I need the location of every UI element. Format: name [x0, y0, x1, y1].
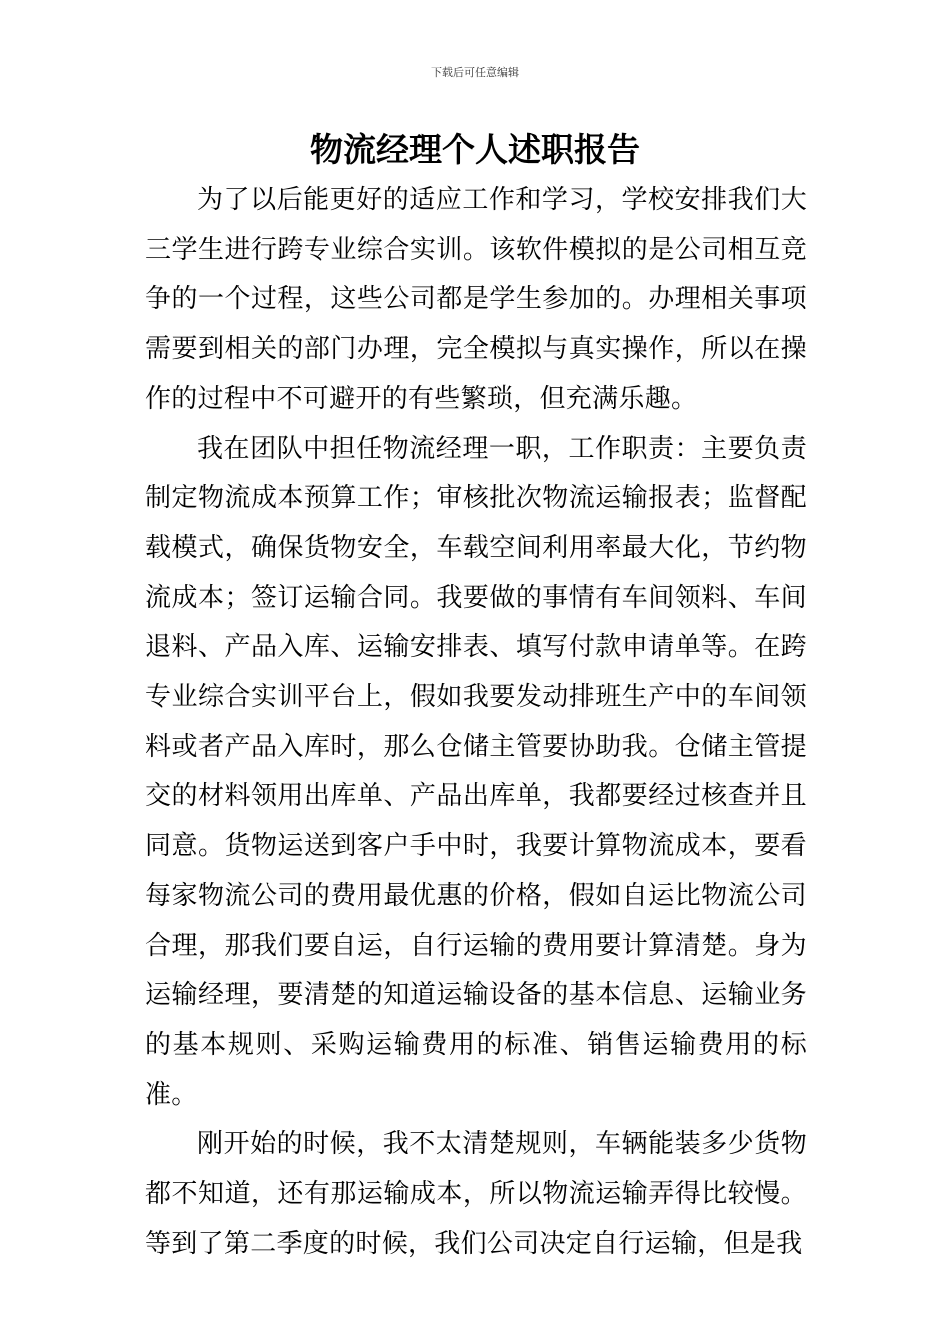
document-title: 物流经理个人述职报告 [310, 130, 640, 169]
header-note: 下载后可任意编辑 [431, 66, 519, 79]
paragraph-responsibilities: 我在团队中担任物流经理一职，工作职责：主要负责制定物流成本预算工作；审核批次物流运输报表；监督配载模式，确保货物安全，车载空间利用率最大化，节约物流成本；签订运输合同。我要做的事情有车间领料、车间退料、产品入库、运输安排表、填写付款申请单等。在跨专业综合实训平台上，假如我要发动排班生产中的车间领料或者产品入库时，那么仓储主管要协助我。仓储主管提交的材料领用出库单、产品出库单，我都要经过核查并且同意。货物运送到客户手中时，我要计算物流成本，要看每家物流公司的费用最优惠的价格，假如自运比物流公司合理，那我们要自运，自行运输的费用要计算清楚。身为运输经理，要清楚的知道运输设备的基本信息、运输业务的基本规则、采购运输费用的标准、销售运输费用的标准。 [145, 433, 807, 1110]
paragraph-experience: 刚开始的时候，我不太清楚规则，车辆能装多少货物都不知道，还有那运输成本，所以物流运输弄得比较慢。等到了第二季度的时候，我们公司决定自行运输，但是我 [145, 1129, 807, 1259]
document-body [145, 176, 807, 1269]
paragraph-intro: 为了以后能更好的适应工作和学习，学校安排我们大三学生进行跨专业综合实训。该软件模拟的是公司相互竞争的一个过程，这些公司都是学生参加的。办理相关事项需要到相关的部门办理，完全模拟与真实操作，所以在操作的过程中不可避开的有些繁琐，但充满乐趣。 [145, 185, 807, 414]
